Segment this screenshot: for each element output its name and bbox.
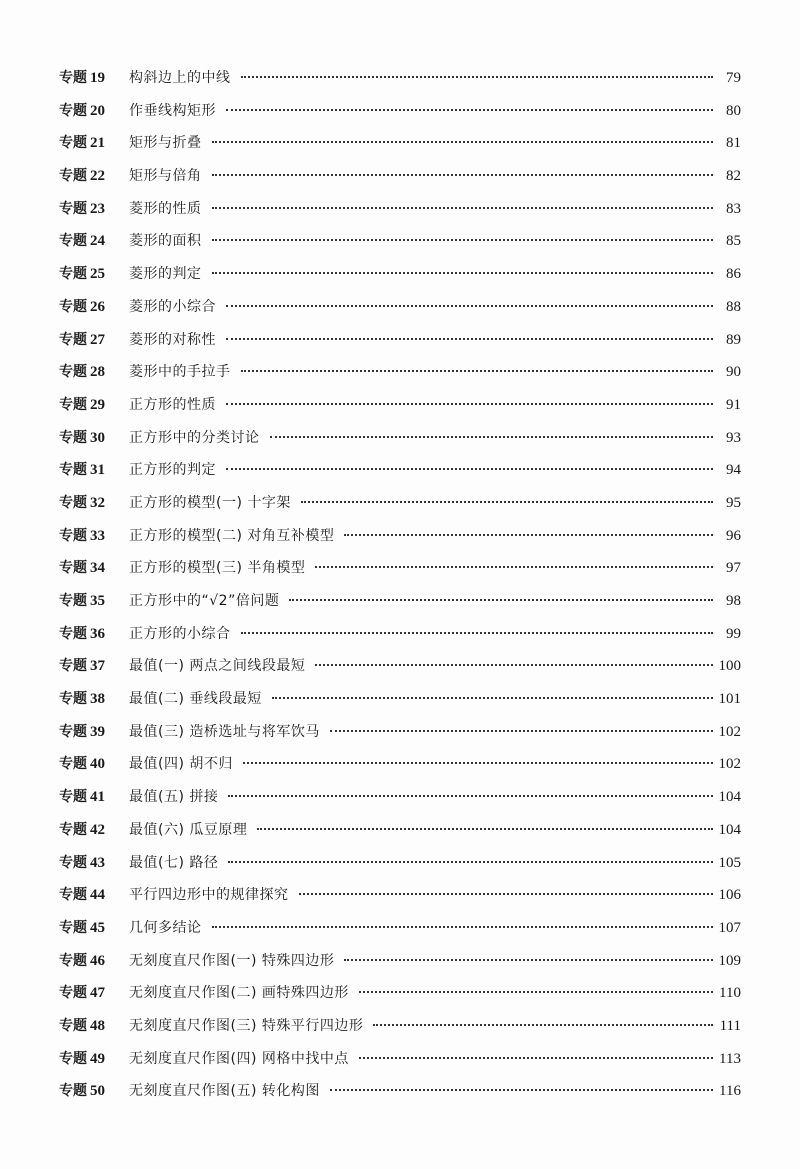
entry-title: 矩形与折叠 bbox=[129, 135, 202, 152]
leader-dots bbox=[270, 434, 714, 438]
entry-page-number: 102 bbox=[718, 756, 741, 773]
entry-number: 45 bbox=[90, 919, 105, 936]
entry-title: 正方形的性质 bbox=[129, 396, 216, 413]
toc-entry[interactable] bbox=[59, 977, 741, 1010]
entry-prefix: 专题 bbox=[59, 723, 87, 740]
entry-prefix: 专题 bbox=[59, 625, 87, 642]
entry-prefix: 专题 bbox=[59, 691, 87, 708]
toc-entry[interactable] bbox=[59, 258, 741, 291]
entry-title: 最值(七) 路径 bbox=[129, 854, 219, 871]
entry-page-number: 99 bbox=[726, 625, 741, 642]
leader-dots bbox=[226, 336, 713, 340]
entry-label bbox=[59, 585, 129, 618]
leader-dots bbox=[212, 172, 714, 176]
leader-dots bbox=[212, 924, 713, 928]
entry-title: 无刻度直尺作图(三) 特殊平行四边形 bbox=[129, 1017, 364, 1034]
entry-label bbox=[59, 1043, 129, 1076]
entry-label bbox=[59, 650, 129, 683]
entry-page-number: 81 bbox=[726, 135, 741, 152]
entry-page-number: 89 bbox=[726, 331, 741, 348]
entry-title: 菱形的面积 bbox=[129, 233, 202, 250]
entry-page-number: 109 bbox=[718, 952, 741, 969]
entry-title: 无刻度直尺作图(二) 画特殊四边形 bbox=[129, 985, 349, 1002]
entry-number: 26 bbox=[90, 298, 105, 315]
leader-dots bbox=[359, 1055, 713, 1059]
entry-page-number: 86 bbox=[726, 266, 741, 283]
leader-dots bbox=[359, 989, 713, 993]
toc-entry[interactable] bbox=[59, 324, 741, 357]
entry-title: 平行四边形中的规律探究 bbox=[129, 887, 289, 904]
entry-number: 48 bbox=[90, 1017, 105, 1034]
entry-label bbox=[59, 324, 129, 357]
entry-number: 34 bbox=[90, 560, 105, 577]
entry-prefix: 专题 bbox=[59, 789, 87, 806]
entry-prefix: 专题 bbox=[59, 70, 87, 86]
leader-dots bbox=[228, 859, 712, 863]
leader-dots bbox=[315, 564, 713, 568]
leader-dots bbox=[243, 760, 713, 764]
entry-number: 46 bbox=[90, 952, 105, 969]
entry-label bbox=[59, 847, 129, 880]
entry-number: 29 bbox=[90, 396, 105, 413]
entry-number: 38 bbox=[90, 691, 105, 708]
leader-dots bbox=[226, 107, 713, 111]
entry-prefix: 专题 bbox=[59, 887, 87, 904]
entry-label bbox=[59, 683, 129, 716]
entry-prefix: 专题 bbox=[59, 919, 87, 936]
entry-prefix: 专题 bbox=[59, 1017, 87, 1034]
entry-number: 39 bbox=[90, 723, 105, 740]
entry-number: 32 bbox=[90, 494, 105, 511]
entry-number: 44 bbox=[90, 887, 105, 904]
toc-entry[interactable] bbox=[59, 716, 741, 749]
entry-title: 无刻度直尺作图(一) 特殊四边形 bbox=[129, 952, 335, 969]
leader-dots bbox=[330, 728, 713, 732]
entry-prefix: 专题 bbox=[59, 233, 87, 250]
leader-dots bbox=[241, 630, 714, 634]
entry-title: 最值(六) 瓜豆原理 bbox=[129, 821, 248, 838]
entry-number: 25 bbox=[90, 266, 105, 283]
toc-entry[interactable] bbox=[59, 748, 741, 781]
leader-dots bbox=[315, 662, 712, 666]
entry-title: 正方形的判定 bbox=[129, 462, 216, 479]
entry-number: 19 bbox=[90, 70, 105, 86]
entry-page-number: 100 bbox=[718, 658, 741, 675]
leader-dots bbox=[257, 826, 712, 830]
entry-label bbox=[59, 193, 129, 226]
entry-label bbox=[59, 748, 129, 781]
entry-label bbox=[59, 1010, 129, 1043]
leader-dots bbox=[212, 139, 714, 143]
entry-number: 30 bbox=[90, 429, 105, 446]
entry-title: 最值(三) 造桥选址与将军饮马 bbox=[129, 723, 320, 740]
entry-page-number: 96 bbox=[726, 527, 741, 544]
entry-page-number: 106 bbox=[718, 887, 741, 904]
toc-entry[interactable] bbox=[59, 650, 741, 683]
entry-number: 23 bbox=[90, 200, 105, 217]
entry-page-number: 93 bbox=[726, 429, 741, 446]
entry-label bbox=[59, 1075, 129, 1108]
leader-dots bbox=[272, 695, 713, 699]
entry-prefix: 专题 bbox=[59, 135, 87, 152]
entry-label bbox=[59, 781, 129, 814]
leader-dots bbox=[344, 957, 712, 961]
toc-entry[interactable] bbox=[59, 847, 741, 880]
entry-title: 正方形的小综合 bbox=[129, 625, 231, 642]
entry-label bbox=[59, 389, 129, 422]
leader-dots bbox=[228, 793, 712, 797]
toc-entry[interactable] bbox=[59, 585, 741, 618]
toc-entry[interactable] bbox=[59, 487, 741, 520]
entry-page-number: 90 bbox=[726, 364, 741, 381]
entry-number: 40 bbox=[90, 756, 105, 773]
entry-number: 37 bbox=[90, 658, 105, 675]
entry-title: 最值(五) 拼接 bbox=[129, 789, 219, 806]
entry-title: 正方形的模型(三) 半角模型 bbox=[129, 560, 306, 577]
entry-prefix: 专题 bbox=[59, 854, 87, 871]
entry-number: 41 bbox=[90, 789, 105, 806]
toc-list bbox=[59, 62, 741, 1108]
entry-page-number: 94 bbox=[726, 462, 741, 479]
entry-page-number: 97 bbox=[726, 560, 741, 577]
entry-prefix: 专题 bbox=[59, 658, 87, 675]
entry-title: 无刻度直尺作图(五) 转化构图 bbox=[129, 1083, 320, 1100]
entry-prefix: 专题 bbox=[59, 266, 87, 283]
entry-number: 28 bbox=[90, 364, 105, 381]
toc-entry[interactable] bbox=[59, 127, 741, 160]
entry-page-number: 107 bbox=[718, 919, 741, 936]
entry-prefix: 专题 bbox=[59, 429, 87, 446]
entry-prefix: 专题 bbox=[59, 364, 87, 381]
leader-dots bbox=[241, 74, 714, 78]
entry-title: 作垂线构矩形 bbox=[129, 102, 216, 119]
entry-number: 42 bbox=[90, 821, 105, 838]
toc-entry[interactable] bbox=[59, 520, 741, 553]
entry-page-number: 104 bbox=[718, 789, 741, 806]
toc-entry[interactable] bbox=[59, 945, 741, 978]
entry-title: 最值(二) 垂线段最短 bbox=[129, 691, 262, 708]
entry-title: 菱形的判定 bbox=[129, 266, 202, 283]
toc-entry[interactable] bbox=[59, 389, 741, 422]
leader-dots bbox=[212, 205, 714, 209]
toc-entry[interactable] bbox=[59, 781, 741, 814]
toc-entry[interactable] bbox=[59, 193, 741, 226]
entry-page-number: 79 bbox=[726, 70, 741, 86]
entry-number: 49 bbox=[90, 1050, 105, 1067]
toc-entry[interactable] bbox=[59, 879, 741, 912]
toc-entry[interactable] bbox=[59, 1010, 741, 1043]
leader-dots bbox=[373, 1022, 713, 1026]
leader-dots bbox=[226, 303, 713, 307]
entry-number: 43 bbox=[90, 854, 105, 871]
entry-prefix: 专题 bbox=[59, 560, 87, 577]
entry-title: 菱形的对称性 bbox=[129, 331, 216, 348]
leader-dots bbox=[226, 401, 713, 405]
entry-label bbox=[59, 422, 129, 455]
entry-label bbox=[59, 912, 129, 945]
entry-label bbox=[59, 618, 129, 651]
leader-dots bbox=[330, 1087, 713, 1091]
entry-number: 24 bbox=[90, 233, 105, 250]
entry-page-number: 83 bbox=[726, 200, 741, 217]
toc-entry[interactable] bbox=[59, 912, 741, 945]
entry-prefix: 专题 bbox=[59, 102, 87, 119]
entry-number: 35 bbox=[90, 593, 105, 609]
entry-label bbox=[59, 945, 129, 978]
entry-prefix: 专题 bbox=[59, 462, 87, 479]
entry-label bbox=[59, 520, 129, 553]
entry-title: 构斜边上的中线 bbox=[129, 70, 231, 86]
entry-prefix: 专题 bbox=[59, 821, 87, 838]
entry-page-number: 105 bbox=[718, 854, 741, 871]
entry-title: 最值(一) 两点之间线段最短 bbox=[129, 658, 306, 675]
entry-page-number: 82 bbox=[726, 168, 741, 185]
leader-dots bbox=[212, 270, 714, 274]
entry-page-number: 111 bbox=[719, 1017, 741, 1034]
entry-title: 正方形中的“√2”倍问题 bbox=[129, 593, 280, 609]
entry-label bbox=[59, 977, 129, 1010]
toc-entry[interactable] bbox=[59, 618, 741, 651]
entry-prefix: 专题 bbox=[59, 1050, 87, 1067]
entry-prefix: 专题 bbox=[59, 200, 87, 217]
entry-page-number: 102 bbox=[718, 723, 741, 740]
entry-prefix: 专题 bbox=[59, 331, 87, 348]
entry-prefix: 专题 bbox=[59, 527, 87, 544]
entry-title: 矩形与倍角 bbox=[129, 168, 202, 185]
toc-entry[interactable] bbox=[59, 814, 741, 847]
entry-prefix: 专题 bbox=[59, 985, 87, 1002]
entry-label bbox=[59, 160, 129, 193]
entry-page-number: 110 bbox=[719, 985, 741, 1002]
entry-label bbox=[59, 95, 129, 128]
entry-page-number: 88 bbox=[726, 298, 741, 315]
entry-number: 33 bbox=[90, 527, 105, 544]
leader-dots bbox=[344, 532, 713, 536]
toc-entry[interactable] bbox=[59, 356, 741, 389]
entry-label bbox=[59, 716, 129, 749]
leader-dots bbox=[301, 499, 713, 503]
toc-entry[interactable] bbox=[59, 95, 741, 128]
entry-page-number: 80 bbox=[726, 102, 741, 119]
leader-dots bbox=[226, 466, 713, 470]
entry-label bbox=[59, 879, 129, 912]
entry-title: 菱形的性质 bbox=[129, 200, 202, 217]
entry-title: 菱形中的手拉手 bbox=[129, 364, 231, 381]
entry-title: 正方形的模型(二) 对角互补模型 bbox=[129, 527, 335, 544]
entry-title: 正方形中的分类讨论 bbox=[129, 429, 260, 446]
toc-entry[interactable] bbox=[59, 225, 741, 258]
entry-number: 31 bbox=[90, 462, 105, 479]
entry-label bbox=[59, 552, 129, 585]
entry-number: 47 bbox=[90, 985, 105, 1002]
entry-page-number: 85 bbox=[726, 233, 741, 250]
entry-prefix: 专题 bbox=[59, 396, 87, 413]
toc-entry[interactable] bbox=[59, 291, 741, 324]
entry-label bbox=[59, 127, 129, 160]
entry-label bbox=[59, 62, 129, 95]
toc-entry[interactable] bbox=[59, 160, 741, 193]
entry-title: 菱形的小综合 bbox=[129, 298, 216, 315]
entry-number: 21 bbox=[90, 135, 105, 152]
toc-entry[interactable] bbox=[59, 1043, 741, 1076]
leader-dots bbox=[241, 368, 714, 372]
toc-entry[interactable] bbox=[59, 683, 741, 716]
entry-number: 36 bbox=[90, 625, 105, 642]
entry-prefix: 专题 bbox=[59, 494, 87, 511]
entry-label bbox=[59, 454, 129, 487]
entry-number: 50 bbox=[90, 1083, 105, 1100]
entry-prefix: 专题 bbox=[59, 298, 87, 315]
entry-prefix: 专题 bbox=[59, 1083, 87, 1100]
entry-title: 几何多结论 bbox=[129, 919, 202, 936]
toc-entry[interactable] bbox=[59, 62, 741, 95]
entry-prefix: 专题 bbox=[59, 168, 87, 185]
entry-page-number: 104 bbox=[718, 821, 741, 838]
entry-label bbox=[59, 487, 129, 520]
leader-dots bbox=[212, 237, 714, 241]
entry-page-number: 95 bbox=[726, 494, 741, 511]
entry-prefix: 专题 bbox=[59, 756, 87, 773]
entry-number: 22 bbox=[90, 168, 105, 185]
leader-dots bbox=[289, 597, 713, 601]
toc-entry[interactable] bbox=[59, 454, 741, 487]
entry-label bbox=[59, 814, 129, 847]
entry-title: 最值(四) 胡不归 bbox=[129, 756, 233, 773]
entry-title: 正方形的模型(一) 十字架 bbox=[129, 494, 291, 511]
entry-label bbox=[59, 291, 129, 324]
entry-page-number: 113 bbox=[719, 1050, 741, 1067]
entry-page-number: 101 bbox=[718, 691, 741, 708]
entry-label bbox=[59, 356, 129, 389]
toc-entry[interactable] bbox=[59, 1075, 741, 1108]
entry-page-number: 116 bbox=[719, 1083, 741, 1100]
entry-number: 20 bbox=[90, 102, 105, 119]
entry-page-number: 98 bbox=[726, 593, 741, 609]
entry-label bbox=[59, 225, 129, 258]
entry-number: 27 bbox=[90, 331, 105, 348]
toc-entry[interactable] bbox=[59, 422, 741, 455]
entry-prefix: 专题 bbox=[59, 952, 87, 969]
entry-prefix: 专题 bbox=[59, 593, 87, 609]
entry-title: 无刻度直尺作图(四) 网格中找中点 bbox=[129, 1050, 349, 1067]
toc-entry[interactable] bbox=[59, 552, 741, 585]
leader-dots bbox=[299, 891, 713, 895]
entry-label bbox=[59, 258, 129, 291]
entry-page-number: 91 bbox=[726, 396, 741, 413]
